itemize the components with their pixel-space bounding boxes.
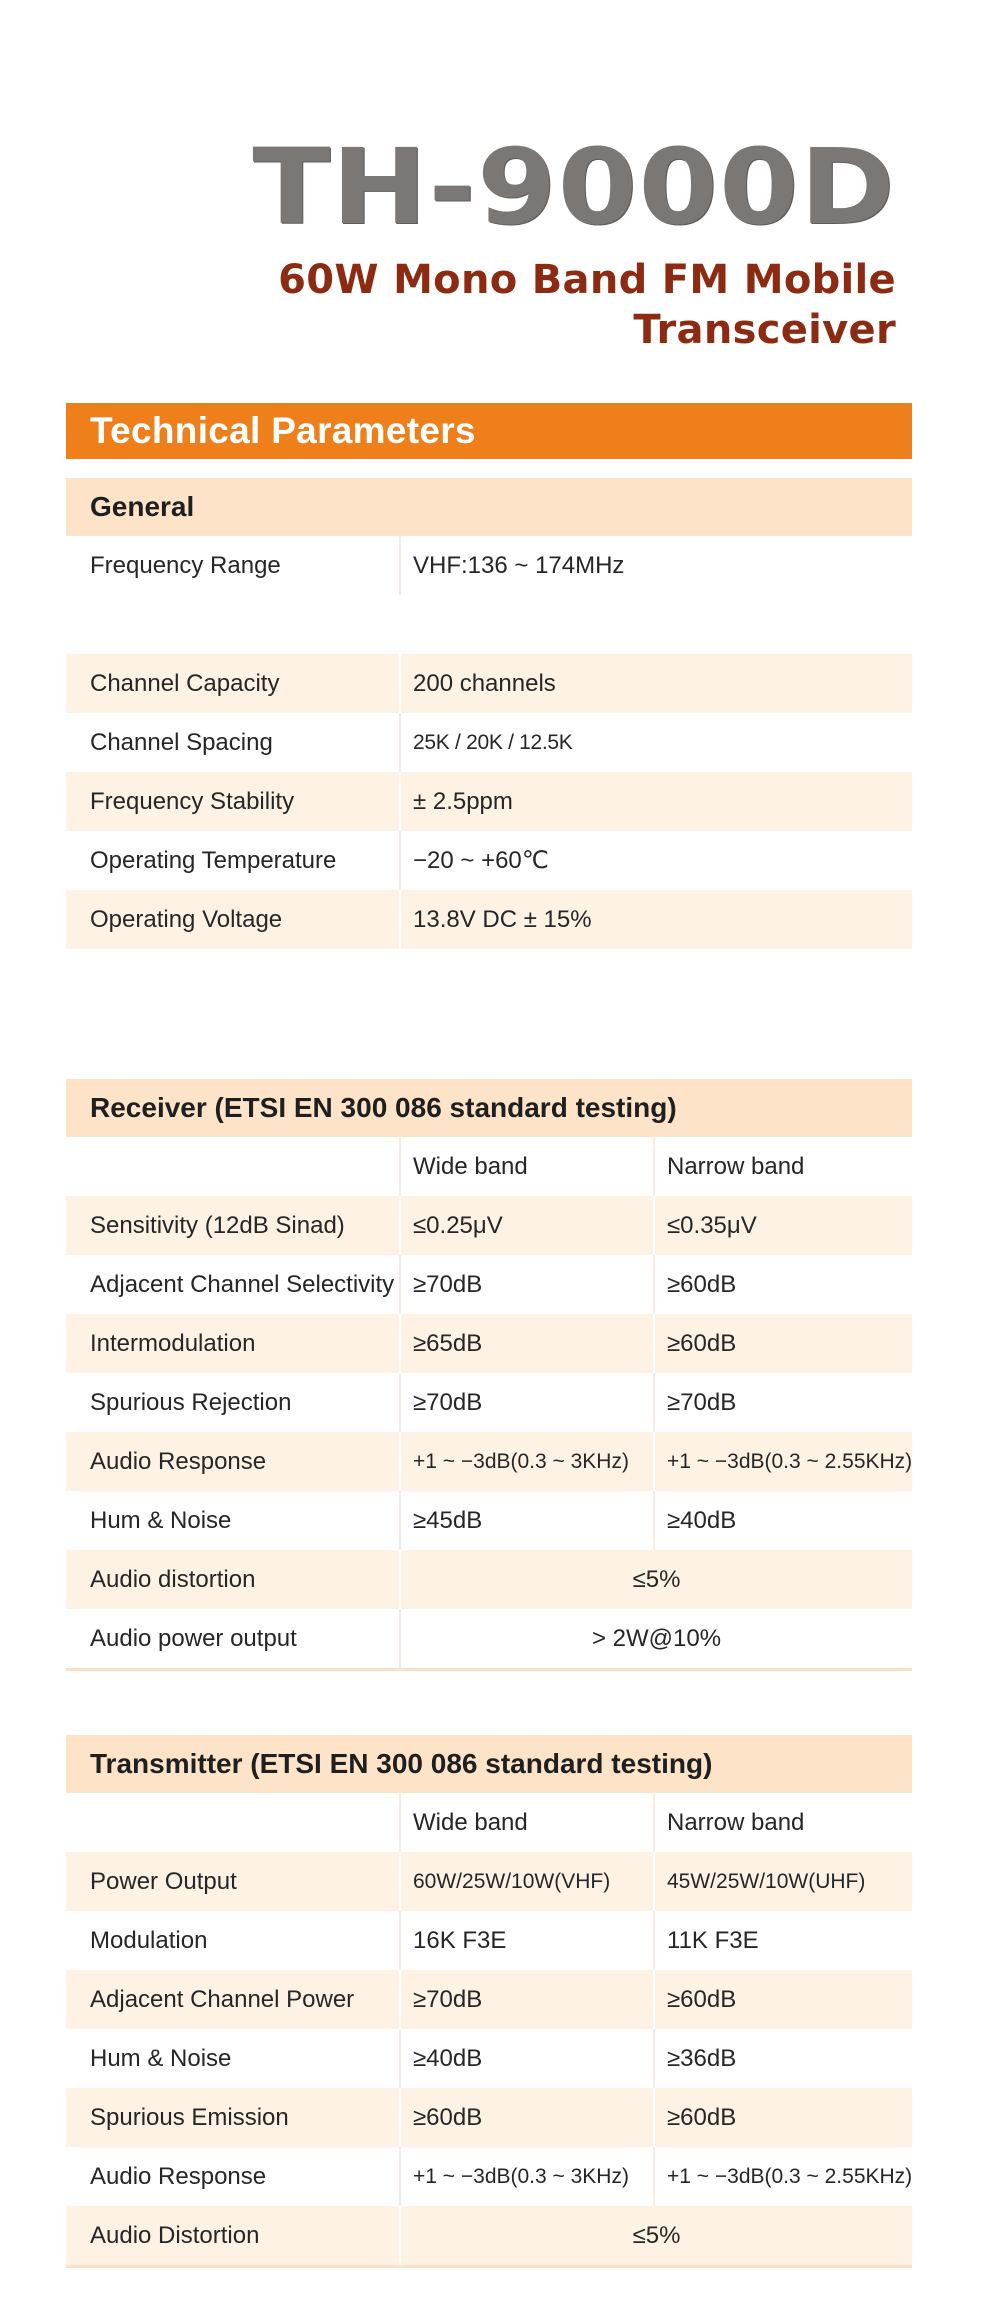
subtitle-line-1: 60W Mono Band FM Mobile <box>278 257 896 303</box>
narrow-value: ≥60dB <box>653 1970 912 2029</box>
narrow-value: ≤0.35μV <box>653 1196 912 1255</box>
merged-value: ≤5% <box>399 1550 912 1609</box>
spec-row <box>66 1373 912 1432</box>
transmitter-heading: Transmitter (ETSI EN 300 086 standard testing) <box>66 1735 912 1793</box>
wide-value: ≥65dB <box>399 1314 653 1373</box>
spec-row <box>66 654 912 713</box>
narrow-value: ≥70dB <box>653 1373 912 1432</box>
wide-value: +1 ~ −3dB(0.3 ~ 3KHz) <box>399 2147 653 2206</box>
spec-value: 200 channels <box>399 654 912 713</box>
spec-row <box>66 2206 912 2265</box>
spec-value: −20 ~ +60℃ <box>399 831 912 890</box>
spec-label: Channel Capacity <box>90 669 280 697</box>
spec-row <box>66 890 912 949</box>
wide-value: ≥70dB <box>399 1255 653 1314</box>
spec-row <box>66 1852 912 1911</box>
product-subtitle <box>278 255 896 355</box>
spec-row <box>66 1609 912 1668</box>
narrow-value: ≥60dB <box>653 2088 912 2147</box>
spec-label: Adjacent Channel Power <box>90 1985 355 2013</box>
receiver-heading: Receiver (ETSI EN 300 086 standard testing) <box>66 1079 912 1137</box>
spec-label: Operating Temperature <box>90 846 337 874</box>
narrow-value: +1 ~ −3dB(0.3 ~ 2.55KHz) <box>653 2147 912 2206</box>
merged-value: ≤5% <box>399 2206 912 2265</box>
spec-row <box>66 1491 912 1550</box>
wide-band-header: Wide band <box>399 1137 653 1196</box>
narrow-value: 45W/25W/10W(UHF) <box>653 1852 912 1911</box>
spec-label: Audio power output <box>90 1624 297 1652</box>
general-section <box>66 478 912 949</box>
wide-value: 60W/25W/10W(VHF) <box>399 1852 653 1911</box>
spec-label: Spurious Rejection <box>90 1388 292 1416</box>
spec-value: 13.8V DC ± 15% <box>399 890 912 949</box>
transmitter-section <box>66 1735 912 2268</box>
spec-row <box>66 1432 912 1491</box>
wide-value: ≥45dB <box>399 1491 653 1550</box>
spec-label: Frequency Stability <box>90 787 295 815</box>
spec-label: Frequency Range <box>90 551 281 579</box>
spec-label: Hum & Noise <box>90 2044 232 2072</box>
spec-row <box>66 1911 912 1970</box>
spec-value: VHF:136 ~ 174MHz <box>399 536 912 595</box>
merged-value: > 2W@10% <box>399 1609 912 1668</box>
column-header-row <box>66 1793 912 1852</box>
spec-row <box>66 2147 912 2206</box>
spec-label: Sensitivity (12dB Sinad) <box>90 1211 345 1239</box>
spec-row <box>66 1550 912 1609</box>
spec-label: Power Output <box>90 1867 237 1895</box>
wide-value: ≥70dB <box>399 1373 653 1432</box>
wide-value: ≥70dB <box>399 1970 653 2029</box>
section-divider <box>66 1668 912 1671</box>
spec-label: Audio Response <box>90 2162 267 2190</box>
spec-row <box>66 1196 912 1255</box>
spec-row <box>66 713 912 772</box>
spec-label: Audio distortion <box>90 1565 256 1593</box>
narrow-value: +1 ~ −3dB(0.3 ~ 2.55KHz) <box>653 1432 912 1491</box>
spec-row <box>66 772 912 831</box>
spec-row <box>66 536 912 595</box>
empty-header-cell <box>66 1137 399 1196</box>
empty-header-cell <box>66 1793 399 1852</box>
spec-row <box>66 831 912 890</box>
receiver-section <box>66 1079 912 1671</box>
narrow-value: ≥36dB <box>653 2029 912 2088</box>
wide-value: +1 ~ −3dB(0.3 ~ 3KHz) <box>399 1432 653 1491</box>
spec-label: Channel Spacing <box>90 728 273 756</box>
spec-row <box>66 2029 912 2088</box>
wide-value: ≤0.25μV <box>399 1196 653 1255</box>
narrow-value: ≥60dB <box>653 1255 912 1314</box>
technical-parameters-heading: Technical Parameters <box>66 403 912 459</box>
spec-value: ± 2.5ppm <box>399 772 912 831</box>
spec-label: Operating Voltage <box>90 905 283 933</box>
model-name: TH-9000D <box>252 126 896 248</box>
spec-label: Audio Distortion <box>90 2221 260 2249</box>
narrow-value: 11K F3E <box>653 1911 912 1970</box>
spec-label: Intermodulation <box>90 1329 256 1357</box>
subtitle-line-2: Transceiver <box>633 307 896 353</box>
narrow-band-header: Narrow band <box>653 1137 912 1196</box>
spec-label: Adjacent Channel Selectivity <box>90 1270 395 1298</box>
spec-row <box>66 1314 912 1373</box>
spec-row <box>66 1255 912 1314</box>
general-heading: General <box>66 478 912 536</box>
spec-label: Modulation <box>90 1926 208 1954</box>
brand-block <box>252 126 896 355</box>
wide-value: ≥60dB <box>399 2088 653 2147</box>
column-header-row <box>66 1137 912 1196</box>
spec-label: Spurious Emission <box>90 2103 289 2131</box>
wide-value: 16K F3E <box>399 1911 653 1970</box>
spec-row <box>66 2088 912 2147</box>
narrow-band-header: Narrow band <box>653 1793 912 1852</box>
spec-label: Audio Response <box>90 1447 267 1475</box>
spec-row <box>66 1970 912 2029</box>
section-divider <box>66 2265 912 2268</box>
wide-band-header: Wide band <box>399 1793 653 1852</box>
spec-value: 25K / 20K / 12.5K <box>399 713 912 772</box>
wide-value: ≥40dB <box>399 2029 653 2088</box>
narrow-value: ≥40dB <box>653 1491 912 1550</box>
spec-label: Hum & Noise <box>90 1506 232 1534</box>
narrow-value: ≥60dB <box>653 1314 912 1373</box>
